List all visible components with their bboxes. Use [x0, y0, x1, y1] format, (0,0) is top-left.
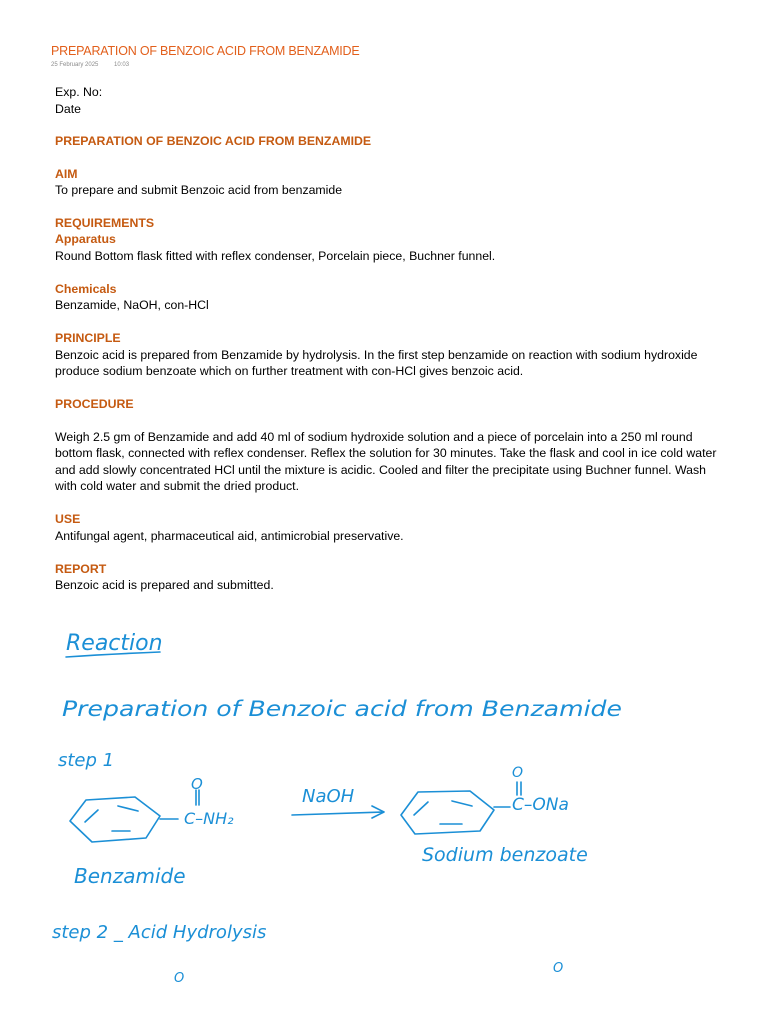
salt-group: C–ONa: [512, 795, 569, 815]
sodium-benzoate-ring: [401, 782, 521, 834]
reagent-label: NaOH: [302, 786, 355, 807]
apparatus-heading: Apparatus: [55, 232, 116, 246]
procedure-heading: PROCEDURE: [55, 397, 134, 411]
principle-heading: PRINCIPLE: [55, 331, 121, 345]
product-name: Sodium benzoate: [422, 844, 588, 866]
aim-text: To prepare and submit Benzoic acid from benzamide: [55, 183, 343, 197]
aim-heading: AIM: [55, 166, 78, 181]
step-2-label: step 2 _ Acid Hydrolysis: [52, 922, 267, 943]
handwritten-subtitle: Preparation of Benzoic acid from Benzamide: [62, 697, 622, 721]
benzamide-ring: [70, 790, 199, 842]
oxide-charge: O: [512, 765, 524, 781]
exp-no-label: Exp. No:: [55, 85, 103, 99]
oxygen-partial-left: O: [174, 971, 185, 986]
procedure-line: with cold water and submit the dried product.: [55, 479, 300, 493]
requirements-heading: REQUIREMENTS: [55, 215, 155, 230]
use-heading: USE: [55, 512, 81, 526]
note-time: 10:03: [114, 62, 130, 68]
report-text: Benzoic acid is prepared and submitted.: [55, 578, 274, 592]
procedure-line: and add slowly concentrated HCl until the mixture is acidic. Cooled and filter the precipitate using Buchner funnel. Wash: [55, 462, 706, 477]
reaction-arrow: [292, 806, 384, 818]
note-title: PREPARATION OF BENZOIC ACID FROM BENZAMIDE: [51, 44, 360, 58]
amide-group: C–NH₂: [184, 809, 234, 828]
step-1-label: step 1: [58, 750, 115, 771]
date-label: Date: [55, 101, 81, 116]
apparatus-text: Round Bottom flask fitted with reflex condenser, Porcelain piece, Buchner funnel.: [55, 248, 496, 263]
reactant-name: Benzamide: [74, 864, 186, 888]
procedure-line: bottom flask, connected with reflex condenser. Reflex the solution for 30 minutes. Take the flask and cool in ice cold water: [55, 446, 717, 460]
chemicals-heading: Chemicals: [55, 281, 117, 296]
chemicals-text: Benzamide, NaOH, con-HCl: [55, 298, 209, 312]
document-body: [55, 84, 765, 594]
procedure-line: Weigh 2.5 gm of Benzamide and add 40 ml of sodium hydroxide solution and a piece of porcelain into a 250 ml round: [55, 429, 693, 444]
report-heading: REPORT: [55, 561, 107, 576]
principle-line: produce sodium benzoate which on further treatment with con-HCl gives benzoic acid.: [55, 364, 524, 378]
use-text: Antifungal agent, pharmaceutical aid, antimicrobial preservative.: [55, 528, 404, 543]
document-heading: PREPARATION OF BENZOIC ACID FROM BENZAMIDE: [55, 134, 372, 148]
carbonyl-oxygen: O: [191, 775, 203, 793]
note-meta: [51, 62, 129, 68]
oxygen-partial-right: O: [553, 961, 564, 976]
handwritten-notes: [0, 600, 768, 1024]
note-date: 25 February 2025: [51, 62, 99, 68]
reaction-heading: Reaction: [66, 631, 163, 656]
principle-line: Benzoic acid is prepared from Benzamide by hydrolysis. In the first step benzamide on reaction with sodium hydroxide: [55, 347, 698, 362]
